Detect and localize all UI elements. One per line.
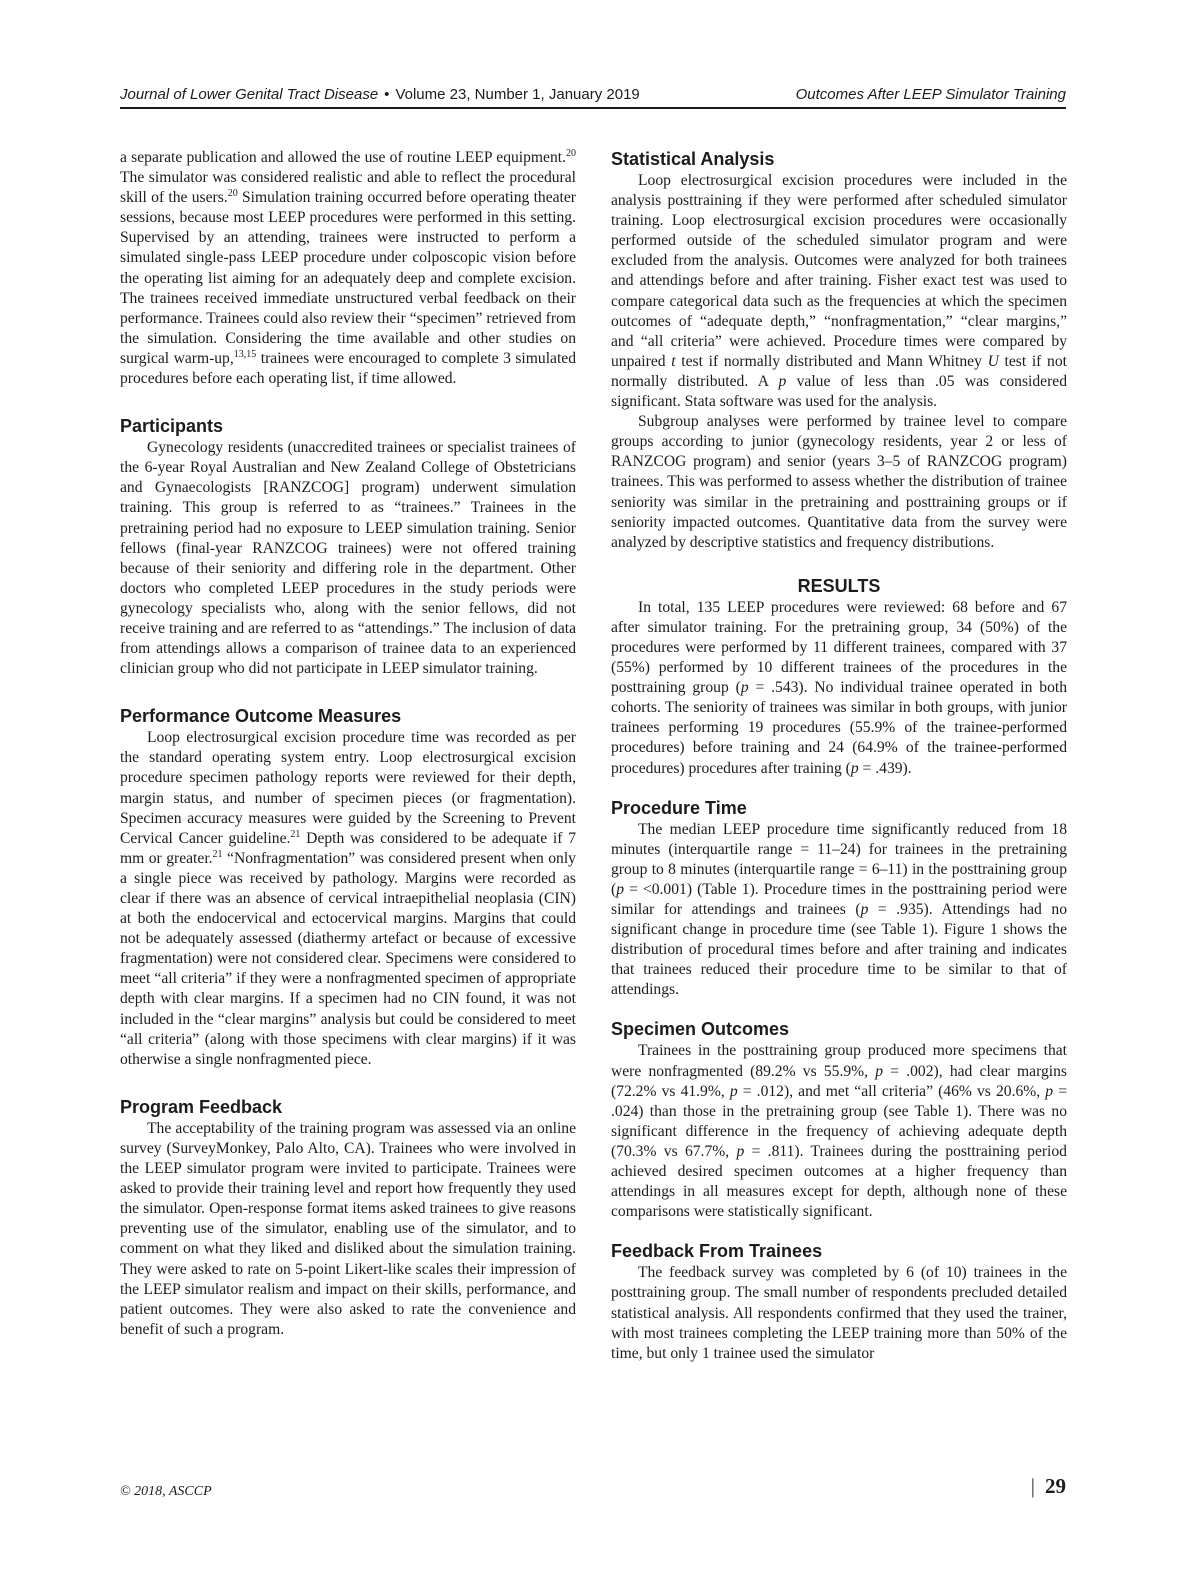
feedback-trainees-paragraph: The feedback survey was completed by 6 (of 10) trainees in the posttraining group. The small number of respondents precluded detailed statistical analysis. All respondents confirmed that they used the trainer, with most trainees completing the LEEP training more than 50% of the time, but only 1 trainee used the simulator	[611, 1264, 1067, 1362]
section-heading-specimen: Specimen Outcomes	[611, 1019, 790, 1040]
reference-superscript: 21	[290, 828, 301, 840]
journal-name: Journal of Lower Genital Tract Disease	[120, 86, 379, 103]
section-heading-results: RESULTS	[797, 575, 881, 596]
journal-citation	[120, 86, 640, 103]
section-gap	[120, 679, 576, 705]
copyright: © 2018, ASCCP	[120, 1484, 212, 1499]
page-number: 29	[1045, 1474, 1066, 1498]
volume-info: Volume 23, Number 1, January 2019	[395, 86, 640, 103]
section-gap	[611, 1222, 1067, 1240]
section-heading-procedure-time: Procedure Time	[611, 797, 747, 818]
program-feedback-paragraph: The acceptability of the training program was assessed via an online survey (SurveyMonkey, Palo Alto, CA). Trainees who were involved in the LEEP simulator program were invited to participate. Trainees were asked to provide their training level and report how frequently they used the simulator. Open-response format items asked trainees to give reasons preventing use of the simulator, enabling use of the simulator, and to comment on what they liked and disliked about the simulation training. They were asked to rate on 5-point Likert-like scales their impression of the LEEP simulator realism and impact on their skills, performance, and patient outcomes. They were also asked to rate the convenience and benefit of such a program.	[120, 1119, 576, 1338]
running-header	[120, 86, 1066, 108]
section-gap	[611, 779, 1067, 797]
procedure-time-paragraph: The median LEEP procedure time significantly reduced from 18 minutes (interquartile range = 11–24) for trainees in the pretraining group to 8 minutes (interquartile range = 6–11) in the posttraining group (p = <0.001) (Table 1). Procedure times in the posttraining period were similar for attendings and trainees (p = .935). Attendings had no significant change in procedure time (see Table 1). Figure 1 shows the distribution of procedural times before and after training and indicates that trainees reduced their procedure time to be similar to that of attendings.	[611, 820, 1067, 999]
intro-paragraph: a separate publication and allowed the use of routine LEEP equipment.$^{20}$ The simulator was considered realistic and able to reflect the procedural skill of the users.$^{20}$ Simulation training occurred before operating theater sessions, because most LEEP procedures were performed in this setting. Supervised by an attending, trainees were instructed to perform a simulated single-pass LEEP procedure under colposcopic vision before the operating list aiming for an adequately deep and complete excision. The trainees received immediate unstructured verbal feedback on their performance. Trainees could also review their “specimen” retrieved from the simulation. Considering the time available and other studies on surgical warm-up,$^{13,15}$ trainees were encouraged to complete 3 simulated procedures before each operating list, if time allowed.	[120, 148, 576, 388]
reference-superscript: 13,15	[233, 348, 257, 360]
page-bar: |	[1030, 1474, 1035, 1498]
page-number-block	[1031, 1474, 1066, 1499]
reference-superscript: 20	[227, 188, 238, 200]
section-gap	[120, 1070, 576, 1096]
specimen-paragraph: Trainees in the posttraining group produced more specimens that were nonfragmented (89.2% vs 55.9%, p = .002), had clear margins (72.2% vs 41.9%, p = .012), and met “all criteria” (46% vs 20.6%, p = .024) than those in the pretraining group (see Table 1). There was no significant difference in the frequency of achieving adequate depth (70.3% vs 67.7%, p = .811). Trainees during the posttraining period achieved desired specimen outcomes at a higher frequency than attendings in all measures except for depth, although none of these comparisons were statistically significant.	[611, 1042, 1067, 1221]
running-title: Outcomes After LEEP Simulator Training	[795, 86, 1066, 103]
section-gap	[120, 389, 576, 415]
left-column	[120, 148, 576, 1340]
section-heading-performance: Performance Outcome Measures	[120, 706, 402, 727]
right-column	[611, 148, 1067, 1364]
statistical-paragraph-1: Loop electrosurgical excision procedures were included in the analysis posttraining if they were performed after scheduled simulator training. Loop electrosurgical excision procedures were occasionally performed outside of the scheduled simulator program and were excluded from the analysis. Outcomes were analyzed for both trainees and attendings before and after training. Fisher exact test was used to compare categorical data such as the frequencies at which the specimen outcomes of “adequate depth,” “nonfragmentation,” “clear margins,” and “all criteria” were achieved. Procedure times were compared by unpaired t test if normally distributed and Mann Whitney U test if not normally distributed. A p value of less than .05 was considered significant. Stata software was used for the analysis.	[611, 172, 1067, 411]
performance-paragraph: Loop electrosurgical excision procedure time was recorded as per the standard operating system entry. Loop electrosurgical excision procedure specimen pathology reports were reviewed for their depth, margin status, and number of specimen pieces (or fragmentation). Specimen accuracy measures were guided by the Screening to Prevent Cervical Cancer guideline.$^{21}$ Depth was considered to be adequate if 7 mm or greater.$^{21}$ “Nonfragmentation” was considered present when only a single piece was received by pathology. Margins were recorded as clear if there was an absence of cervical intraepithelial neoplasia (CIN) at both the endocervical and ectocervical margins. Margins that could not be adequately assessed (diathermy artefact or because of excessive fragmentation) were not considered clear. Specimens were considered to meet “all criteria” if they were a nonfragmented specimen of appropriate depth with clear margins. If a specimen had no CIN found, it was not included in the “clear margins” analysis but could be considered to meet “all criteria” (along with those specimens with clear margins) if it was otherwise a single nonfragmented piece.	[120, 729, 576, 1068]
reference-superscript: 20	[566, 148, 576, 159]
section-heading-program-feedback: Program Feedback	[120, 1096, 283, 1117]
section-heading-participants: Participants	[120, 416, 224, 437]
header-rule	[120, 107, 1066, 109]
section-heading-feedback-trainees: Feedback From Trainees	[611, 1241, 823, 1262]
header-separator: •	[384, 86, 390, 103]
reference-superscript: 21	[212, 848, 223, 860]
participants-paragraph: Gynecology residents (unaccredited trainees or specialist trainees of the 6-year Royal Australian and New Zealand College of Obstetricians and Gynaecologists [RANZCOG] program) underwent simulation training. This group is referred to as “trainees.” Trainees in the pretraining period had no exposure to LEEP simulation training. Senior fellows (final-year RANZCOG trainees) were not offered training because of their seniority and differing role in the department. Other doctors who completed LEEP procedures in the study periods were gynecology specialists who, along with the senior fellows, did not receive training and are referred to as “attendings.” The inclusion of data from attendings allows a comparison of trainee data to an experienced clinician group who did not participate in LEEP simulator training.	[120, 439, 576, 678]
statistical-paragraph-2: Subgroup analyses were performed by trainee level to compare groups according to junior (gynecology residents, year 2 or less of RANZCOG program) and senior (years 3–5 of RANZCOG program) trainees. This was performed to assess whether the distribution of trainee seniority was similar in the pretraining and posttraining groups or if seniority impacted outcomes. Quantitative data from the survey were analyzed by descriptive statistics and frequency distributions.	[611, 413, 1067, 551]
results-paragraph: In total, 135 LEEP procedures were reviewed: 68 before and 67 after simulator training. For the pretraining group, 34 (50%) of the procedures were performed by 11 different trainees, compared with 37 (55%) performed by 10 different trainees of the procedures in the posttraining group (p = .543). No individual trainee operated in both cohorts. The seniority of trainees was similar in both groups, with junior trainees performing 19 procedures (55.9% of the trainee-performed procedures) before training and 24 (64.9% of the trainee-performed procedures) procedures after training (p = .439).	[611, 598, 1067, 777]
section-heading-statistical: Statistical Analysis	[611, 149, 775, 169]
section-gap	[611, 1000, 1067, 1018]
